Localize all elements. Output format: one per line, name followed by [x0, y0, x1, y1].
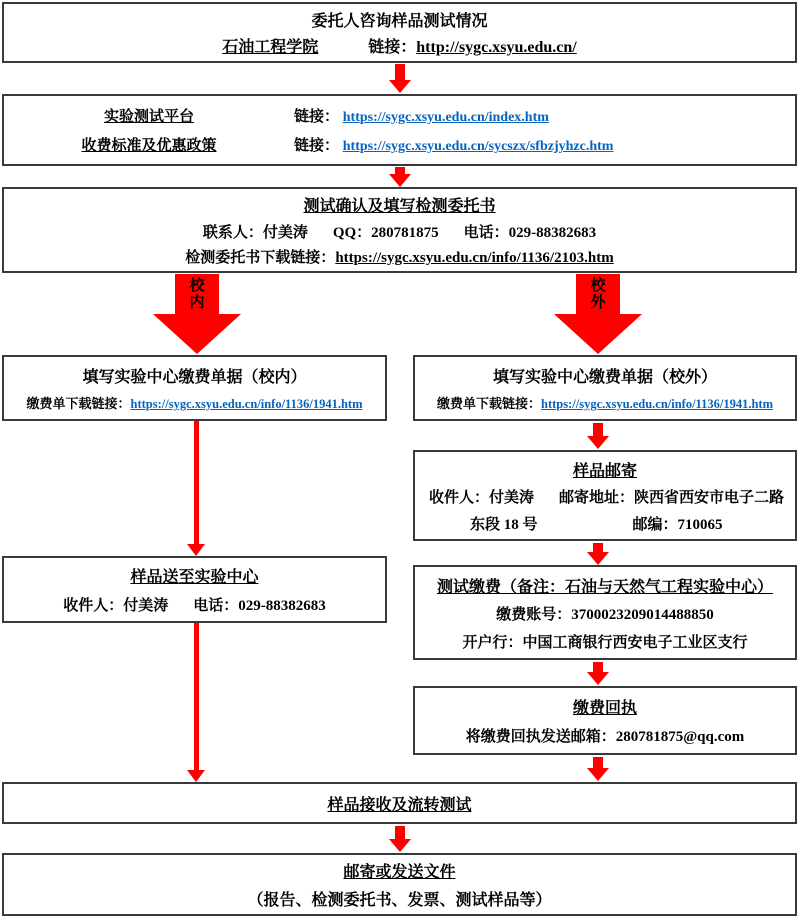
pay-form-external-title: 填写实验中心缴费单据（校外） [492, 368, 717, 386]
fees-link[interactable]: https://sygc.xsyu.edu.cn/sycszx/sfbzjyhzc.htm [342, 139, 614, 155]
arrow-head-icon [587, 436, 609, 449]
arrow-head-icon [153, 314, 241, 354]
platform-label: 实验测试平台 [103, 108, 194, 125]
sample-deliver-recipient: 收件人：付美涛 [63, 597, 169, 614]
pay-form-external-link[interactable]: https://sygc.xsyu.edu.cn/info/1136/1941.htm [541, 397, 773, 412]
arrow-shaft [593, 662, 603, 672]
confirm-download-line [185, 246, 613, 267]
arrow-shaft [395, 167, 405, 174]
box-platform [2, 94, 797, 166]
arrow-shaft [395, 64, 405, 80]
arrow-head-icon [389, 839, 411, 852]
link-label: 链接： [294, 108, 340, 125]
payment-bank: 开户行：中国工商银行西安电子工业区支行 [462, 634, 748, 651]
arrow-head-icon [554, 314, 642, 354]
platform-row-2 [4, 134, 795, 155]
box-send-docs [2, 853, 797, 916]
confirm-contact-line [203, 221, 596, 242]
confirm-contact: 联系人：付美涛 [202, 224, 308, 241]
consult-dept: 石油工程学院 [222, 39, 319, 57]
arrow-down-external-mail [587, 423, 609, 449]
receive-title: 样品接收及流转测试 [327, 796, 472, 814]
box-pay-form-external [413, 355, 797, 421]
box-payment [413, 565, 797, 660]
sample-mail-title: 样品邮寄 [572, 462, 637, 480]
payment-account: 缴费账号：3700023209014488850 [496, 607, 714, 623]
pay-form-external-link-line [437, 393, 773, 412]
arrow-down-payment-receipt [587, 662, 609, 685]
arrow-down-mail-payment [587, 543, 609, 565]
sample-mail-postcode: 邮编：710065 [632, 516, 723, 533]
confirm-phone: 电话：029-88382683 [463, 224, 597, 241]
box-receive [2, 782, 797, 824]
consult-title: 委托人咨询样品测试情况 [311, 12, 488, 30]
arrow-down-receipt-receive [587, 757, 609, 781]
payment-title: 测试缴费（备注：石油与天然气工程实验中心） [436, 578, 773, 596]
send-docs-subtitle: （报告、检测委托书、发票、测试样品等） [247, 891, 552, 909]
arrow-down-receive-send [389, 826, 411, 852]
platform-row-1 [4, 105, 795, 126]
sample-mail-address: 邮寄地址：陕西省西安市电子二路 [559, 490, 785, 506]
fees-label: 收费标准及优惠政策 [81, 138, 217, 155]
arrow-shaft [593, 757, 603, 768]
arrow-head-icon [187, 544, 205, 556]
sample-mail-line2 [415, 486, 795, 507]
pay-form-internal-title: 填写实验中心缴费单据（校内） [82, 368, 307, 386]
link-label: 缴费单下载链接： [437, 396, 542, 412]
sample-mail-recipient: 收件人：付美涛 [429, 490, 535, 506]
arrow-down-internal-deliver [187, 421, 205, 556]
arrow-shaft [593, 423, 603, 436]
confirm-download-label: 检测委托书下载链接： [185, 249, 336, 266]
consult-link-label: 链接： [368, 39, 417, 57]
confirm-title: 测试确认及填写检测委托书 [303, 198, 496, 216]
sample-mail-address2: 东段 18 号 [470, 516, 538, 533]
arrow-head-icon [587, 672, 609, 685]
fees-link-wrap [294, 134, 613, 155]
box-pay-form-internal [2, 355, 387, 421]
branch-label-internal: 校内 [189, 278, 205, 311]
link-label: 缴费单下载链接： [26, 396, 131, 412]
arrow-head-icon [389, 80, 411, 93]
receipt-line: 将缴费回执发送邮箱：280781875@qq.com [465, 729, 745, 745]
arrow-head-icon [587, 552, 609, 565]
arrow-shaft [194, 421, 199, 544]
sample-deliver-title: 样品送至实验中心 [130, 569, 259, 587]
box-consult [2, 2, 797, 63]
receipt-title: 缴费回执 [572, 700, 637, 717]
box-sample-mail [413, 450, 797, 541]
arrow-shaft [593, 543, 603, 552]
confirm-download-link[interactable]: https://sygc.xsyu.edu.cn/info/1136/2103.htm [335, 249, 614, 266]
link-label: 链接： [294, 138, 340, 155]
platform-link-wrap [294, 105, 549, 126]
sample-mail-line3 [415, 513, 795, 534]
arrow-down-consult-platform [389, 64, 411, 93]
arrow-shaft [395, 826, 405, 839]
consult-line2 [222, 34, 577, 57]
box-confirm [2, 187, 797, 273]
pay-form-internal-link[interactable]: https://sygc.xsyu.edu.cn/info/1136/1941.htm [130, 397, 363, 412]
box-sample-deliver [2, 556, 387, 623]
arrow-down-deliver-receive [187, 623, 205, 782]
branch-label-external: 校外 [590, 278, 606, 311]
arrow-head-icon [389, 174, 411, 187]
platform-link[interactable]: https://sygc.xsyu.edu.cn/index.htm [342, 109, 549, 125]
pay-form-internal-link-line [27, 393, 363, 412]
arrow-shaft [194, 623, 199, 770]
box-receipt [413, 686, 797, 755]
confirm-qq: QQ：280781875 [332, 224, 439, 241]
sample-deliver-phone: 电话：029-88382683 [193, 597, 326, 614]
send-docs-title: 邮寄或发送文件 [343, 864, 456, 882]
sample-deliver-line [63, 594, 326, 615]
consult-link[interactable]: http://sygc.xsyu.edu.cn/ [416, 39, 577, 57]
arrow-head-icon [587, 768, 609, 781]
arrow-head-icon [187, 770, 205, 782]
arrow-down-platform-confirm [389, 167, 411, 187]
